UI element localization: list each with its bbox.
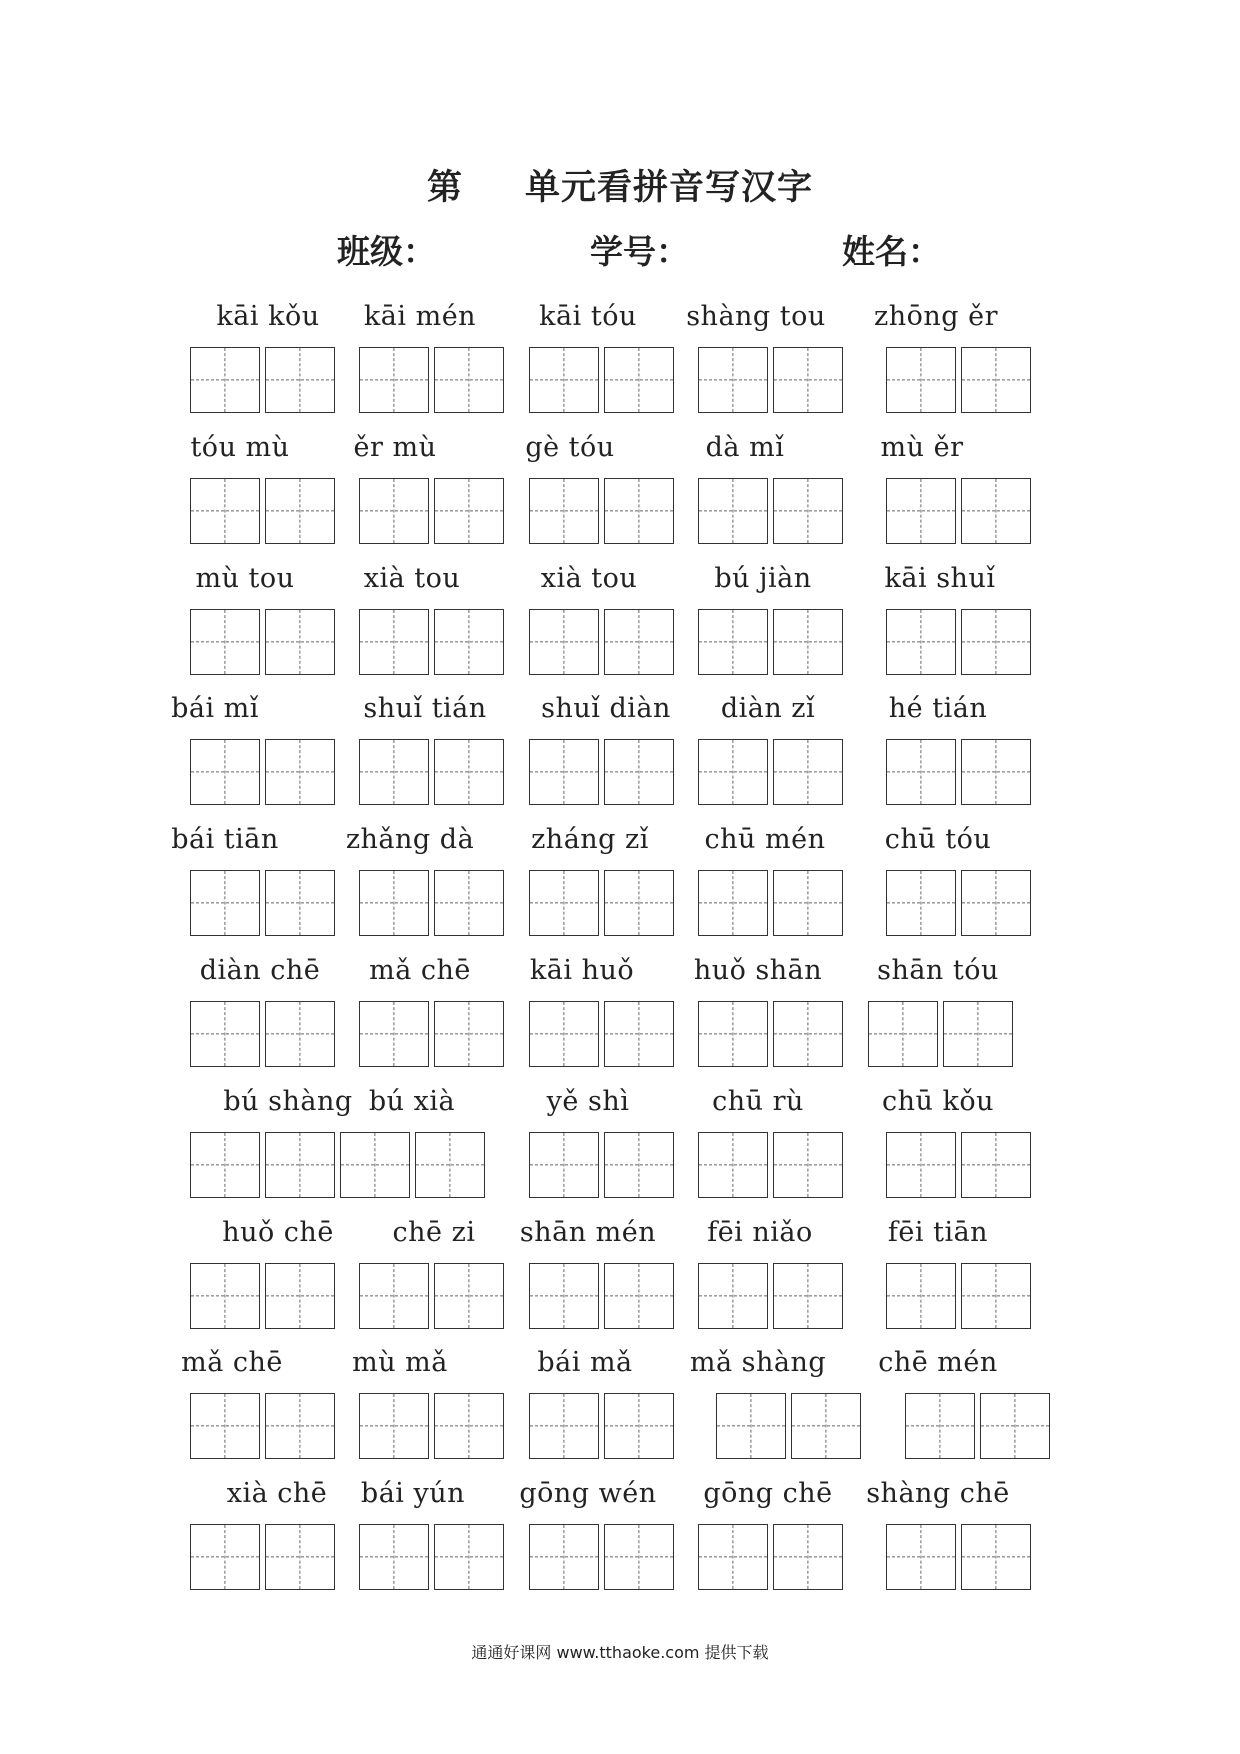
- pinyin-word: bú jiàn: [714, 562, 812, 594]
- pinyin-row: [0, 689, 1240, 729]
- tianzige-box[interactable]: [773, 347, 843, 413]
- writing-cell-row: [0, 1001, 1240, 1071]
- pinyin-word: chē mén: [878, 1347, 998, 1379]
- tianzige-box[interactable]: [698, 1524, 768, 1590]
- tianzige-box[interactable]: [190, 609, 260, 675]
- tianzige-box[interactable]: [190, 739, 260, 805]
- pinyin-word: bái tiān: [171, 824, 279, 856]
- pinyin-word: diàn zǐ: [720, 693, 816, 725]
- pinyin-word: kāi shuǐ: [884, 562, 996, 594]
- tianzige-box[interactable]: [698, 347, 768, 413]
- tianzige-box[interactable]: [886, 739, 956, 805]
- pinyin-word: mù mǎ: [352, 1347, 448, 1379]
- pinyin-word: shān tóu: [877, 955, 999, 986]
- tianzige-box[interactable]: [434, 347, 504, 413]
- tianzige-box[interactable]: [698, 739, 768, 805]
- writing-cell-row: [0, 1524, 1240, 1594]
- tianzige-box[interactable]: [868, 1001, 938, 1067]
- tianzige-box[interactable]: [265, 1524, 335, 1590]
- pinyin-word: chū mén: [704, 824, 826, 856]
- writing-cell-row: [0, 347, 1240, 417]
- pinyin-word: fēi niǎo: [707, 1216, 813, 1248]
- tianzige-box[interactable]: [340, 1132, 410, 1198]
- tianzige-box[interactable]: [961, 870, 1031, 936]
- tianzige-box[interactable]: [905, 1393, 975, 1459]
- title-prefix: 第: [426, 168, 463, 208]
- tianzige-box[interactable]: [190, 478, 260, 544]
- tianzige-box[interactable]: [961, 478, 1031, 544]
- tianzige-box[interactable]: [434, 1263, 504, 1329]
- pinyin-word: bú xià: [368, 1085, 456, 1117]
- tianzige-box[interactable]: [961, 1524, 1031, 1590]
- tianzige-box[interactable]: [190, 1132, 260, 1198]
- tianzige-box[interactable]: [604, 478, 674, 544]
- pinyin-row: [0, 1474, 1240, 1514]
- tianzige-box[interactable]: [773, 609, 843, 675]
- tianzige-box[interactable]: [886, 478, 956, 544]
- pinyin-word: chū tóu: [884, 824, 992, 856]
- pinyin-word: mù tou: [195, 562, 295, 594]
- pinyin-word: xià tou: [540, 562, 638, 594]
- writing-cell-row: [0, 609, 1240, 679]
- tianzige-box[interactable]: [961, 739, 1031, 805]
- tianzige-box[interactable]: [716, 1393, 786, 1459]
- tianzige-box[interactable]: [698, 1263, 768, 1329]
- class-label: 班级：: [337, 232, 436, 271]
- tianzige-box[interactable]: [886, 347, 956, 413]
- tianzige-box[interactable]: [359, 739, 429, 805]
- tianzige-box[interactable]: [604, 609, 674, 675]
- footer-credit: 通通好课网 www.tthaoke.com 提供下载: [471, 1643, 769, 1662]
- tianzige-box[interactable]: [265, 1001, 335, 1067]
- pinyin-word: tóu mù: [190, 431, 290, 463]
- pinyin-word: gōng wén: [519, 1478, 657, 1510]
- pinyin-word: hé tián: [888, 693, 988, 725]
- pinyin-word: mǎ chē: [181, 1347, 283, 1379]
- pinyin-word: bái mǐ: [171, 693, 259, 725]
- student-number-label: 学号：: [590, 232, 689, 271]
- tianzige-box[interactable]: [190, 1001, 260, 1067]
- tianzige-box[interactable]: [961, 609, 1031, 675]
- tianzige-box[interactable]: [604, 347, 674, 413]
- pinyin-word: xià tou: [363, 562, 461, 594]
- tianzige-box[interactable]: [604, 1263, 674, 1329]
- tianzige-box[interactable]: [359, 609, 429, 675]
- pinyin-row: [0, 428, 1240, 468]
- tianzige-box[interactable]: [434, 1001, 504, 1067]
- tianzige-box[interactable]: [529, 1393, 599, 1459]
- tianzige-box[interactable]: [359, 478, 429, 544]
- tianzige-box[interactable]: [773, 1263, 843, 1329]
- tianzige-box[interactable]: [529, 870, 599, 936]
- pinyin-word: kāi kǒu: [216, 301, 320, 332]
- tianzige-box[interactable]: [773, 1132, 843, 1198]
- tianzige-box[interactable]: [773, 478, 843, 544]
- tianzige-box[interactable]: [886, 1132, 956, 1198]
- pinyin-word: dà mǐ: [705, 431, 785, 463]
- tianzige-box[interactable]: [434, 1393, 504, 1459]
- tianzige-box[interactable]: [190, 1393, 260, 1459]
- pinyin-row: [0, 951, 1240, 991]
- tianzige-box[interactable]: [265, 739, 335, 805]
- writing-cell-row: [0, 1263, 1240, 1333]
- pinyin-row: [0, 559, 1240, 599]
- tianzige-box[interactable]: [359, 1001, 429, 1067]
- tianzige-box[interactable]: [943, 1001, 1013, 1067]
- worksheet-title: [0, 160, 1240, 210]
- tianzige-box[interactable]: [265, 870, 335, 936]
- tianzige-box[interactable]: [190, 1524, 260, 1590]
- tianzige-box[interactable]: [886, 870, 956, 936]
- pinyin-row: [0, 1343, 1240, 1383]
- tianzige-box[interactable]: [529, 478, 599, 544]
- tianzige-box[interactable]: [773, 870, 843, 936]
- tianzige-box[interactable]: [359, 1524, 429, 1590]
- tianzige-box[interactable]: [773, 1001, 843, 1067]
- tianzige-box[interactable]: [415, 1132, 485, 1198]
- tianzige-box[interactable]: [265, 347, 335, 413]
- tianzige-box[interactable]: [604, 1524, 674, 1590]
- pinyin-row: [0, 1082, 1240, 1122]
- pinyin-word: gè tóu: [525, 431, 615, 463]
- pinyin-word: fēi tiān: [887, 1216, 989, 1248]
- tianzige-box[interactable]: [359, 870, 429, 936]
- pinyin-word: shuǐ tián: [363, 693, 487, 725]
- tianzige-box[interactable]: [698, 1132, 768, 1198]
- tianzige-box[interactable]: [265, 1132, 335, 1198]
- tianzige-box[interactable]: [773, 739, 843, 805]
- tianzige-box[interactable]: [529, 1263, 599, 1329]
- tianzige-box[interactable]: [359, 347, 429, 413]
- pinyin-word: kāi mén: [363, 301, 477, 332]
- tianzige-box[interactable]: [604, 739, 674, 805]
- tianzige-box[interactable]: [434, 609, 504, 675]
- pinyin-word: chē zi: [392, 1216, 476, 1248]
- tianzige-box[interactable]: [886, 1263, 956, 1329]
- writing-cell-row: [0, 478, 1240, 548]
- tianzige-box[interactable]: [434, 478, 504, 544]
- tianzige-box[interactable]: [529, 347, 599, 413]
- pinyin-word: diàn chē: [199, 955, 321, 986]
- tianzige-box[interactable]: [961, 1132, 1031, 1198]
- tianzige-box[interactable]: [190, 347, 260, 413]
- tianzige-box[interactable]: [190, 1263, 260, 1329]
- tianzige-box[interactable]: [604, 1001, 674, 1067]
- tianzige-box[interactable]: [434, 1524, 504, 1590]
- pinyin-word: xià chē: [226, 1478, 328, 1510]
- pinyin-word: huǒ shān: [693, 955, 823, 986]
- tianzige-box[interactable]: [698, 609, 768, 675]
- tianzige-box[interactable]: [529, 1001, 599, 1067]
- tianzige-box[interactable]: [359, 1393, 429, 1459]
- tianzige-box[interactable]: [265, 1263, 335, 1329]
- pinyin-word: bái yún: [360, 1478, 466, 1510]
- pinyin-word: ěr mù: [353, 431, 437, 463]
- tianzige-box[interactable]: [698, 478, 768, 544]
- pinyin-row: [0, 1213, 1240, 1253]
- tianzige-box[interactable]: [529, 739, 599, 805]
- pinyin-word: mǎ shàng: [689, 1347, 827, 1379]
- tianzige-box[interactable]: [604, 1393, 674, 1459]
- pinyin-word: shàng chē: [866, 1478, 1010, 1510]
- tianzige-box[interactable]: [434, 739, 504, 805]
- pinyin-word: shuǐ diàn: [541, 693, 671, 725]
- pinyin-word: bái mǎ: [537, 1347, 633, 1379]
- pinyin-word: huǒ chē: [222, 1216, 334, 1248]
- writing-cell-row: [0, 870, 1240, 940]
- tianzige-box[interactable]: [886, 609, 956, 675]
- pinyin-word: zhǎng dà: [345, 824, 475, 856]
- pinyin-word: mǎ chē: [369, 955, 471, 986]
- tianzige-box[interactable]: [265, 1393, 335, 1459]
- tianzige-box[interactable]: [698, 1001, 768, 1067]
- pinyin-word: shàng tou: [686, 301, 826, 332]
- pinyin-word: zháng zǐ: [531, 824, 649, 856]
- tianzige-box[interactable]: [265, 478, 335, 544]
- tianzige-box[interactable]: [961, 1263, 1031, 1329]
- tianzige-box[interactable]: [604, 1132, 674, 1198]
- tianzige-box[interactable]: [961, 347, 1031, 413]
- tianzige-box[interactable]: [773, 1524, 843, 1590]
- pinyin-word: yě shì: [546, 1085, 630, 1117]
- tianzige-box[interactable]: [265, 609, 335, 675]
- tianzige-box[interactable]: [886, 1524, 956, 1590]
- pinyin-word: chū kǒu: [882, 1085, 994, 1117]
- tianzige-box[interactable]: [791, 1393, 861, 1459]
- pinyin-row: [0, 297, 1240, 337]
- tianzige-box[interactable]: [434, 870, 504, 936]
- pinyin-word: chū rù: [712, 1085, 804, 1117]
- tianzige-box[interactable]: [190, 870, 260, 936]
- writing-cell-row: [0, 1132, 1240, 1202]
- pinyin-row: [0, 820, 1240, 860]
- writing-cell-row: [0, 739, 1240, 809]
- tianzige-box[interactable]: [359, 1263, 429, 1329]
- tianzige-box[interactable]: [604, 870, 674, 936]
- tianzige-box[interactable]: [529, 609, 599, 675]
- pinyin-word: zhōng ěr: [873, 301, 999, 332]
- pinyin-word: bú shàng: [223, 1085, 353, 1117]
- tianzige-box[interactable]: [529, 1132, 599, 1198]
- tianzige-box[interactable]: [529, 1524, 599, 1590]
- pinyin-word: shān mén: [519, 1216, 657, 1248]
- writing-cell-row: [0, 1393, 1240, 1463]
- pinyin-word: mù ěr: [880, 431, 964, 463]
- tianzige-box[interactable]: [980, 1393, 1050, 1459]
- pinyin-word: kāi huǒ: [529, 955, 635, 986]
- pinyin-word: kāi tóu: [539, 301, 637, 332]
- student-name-label: 姓名：: [842, 232, 941, 271]
- title-suffix: 单元看拼音写汉字: [525, 168, 814, 208]
- pinyin-word: gōng chē: [703, 1478, 833, 1510]
- tianzige-box[interactable]: [698, 870, 768, 936]
